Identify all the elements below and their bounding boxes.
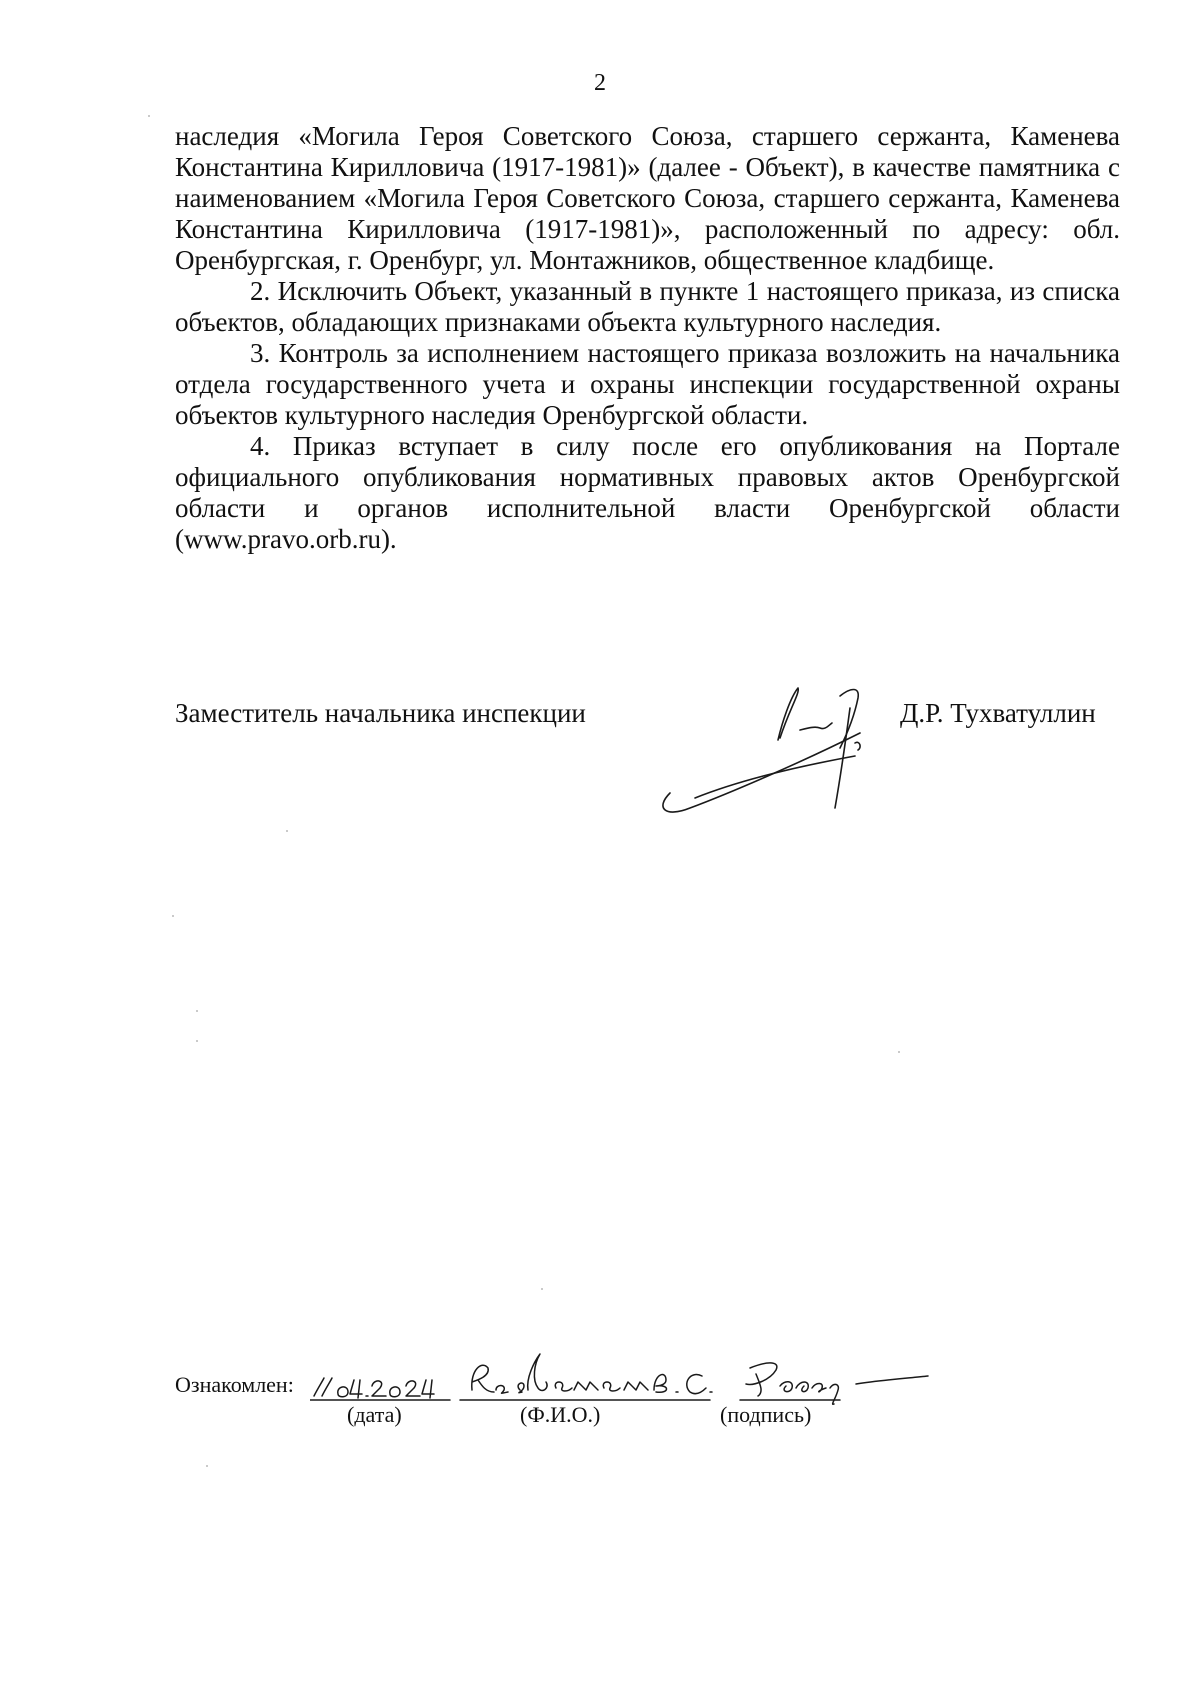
caption-fio: (Ф.И.О.): [520, 1402, 601, 1427]
paragraph-item-2: 2. Исключить Объект, указанный в пункте 1 настоящего приказа, из списка объектов, обладающих признаками объекта культурного наследия.: [175, 276, 1120, 337]
caption-signature: (подпись): [720, 1402, 812, 1427]
scan-speck: [206, 1465, 208, 1467]
scan-speck: [286, 830, 288, 832]
signer-position: Заместитель начальника инспекции: [175, 698, 586, 728]
paragraph-object-description: наследия «Могила Героя Советского Союза, старшего сержанта, Каменева Константина Кирилловича (1917-1981)» (далее - Объект), в качестве памятника с наименованием «Могила Героя Советского Союза, старшего сержанта, Каменева Константина Кирилловича (1917-1981)», расположенный по адресу: обл. Оренбургская, г. Оренбург, ул. Монтажников, общественное кладбище.: [175, 121, 1120, 275]
page-number: 2: [594, 70, 606, 96]
acknowledgement-block: [175, 1340, 975, 1427]
acknowledgement-captions: [175, 1402, 975, 1432]
scan-speck: [196, 1040, 198, 1042]
scan-speck: [898, 1051, 900, 1053]
scan-speck: [172, 915, 174, 917]
paragraph-item-4: 4. Приказ вступает в силу после его опубликования на Портале официального опубликования нормативных правовых актов Оренбургской области и органов исполнительной власти Оренбургской области (www.pravo.orb.ru).: [175, 431, 1120, 554]
signature-block: [175, 698, 1120, 818]
paragraph-item-3: 3. Контроль за исполнением настоящего приказа возложить на начальника отдела государственного учета и охраны инспекции государственной охраны объектов культурного наследия Оренбургской области.: [175, 338, 1120, 430]
signer-name: Д.Р. Тухватуллин: [900, 698, 1096, 728]
scan-speck: [196, 1010, 198, 1012]
scan-speck: [148, 115, 150, 117]
handwritten-signature: [650, 668, 890, 818]
document-body: [175, 121, 1120, 555]
scan-speck: [541, 1288, 543, 1290]
acknowledgement-handwriting: [310, 1340, 930, 1406]
caption-date: (дата): [347, 1402, 402, 1427]
acknowledgement-label: Ознакомлен:: [175, 1372, 294, 1397]
